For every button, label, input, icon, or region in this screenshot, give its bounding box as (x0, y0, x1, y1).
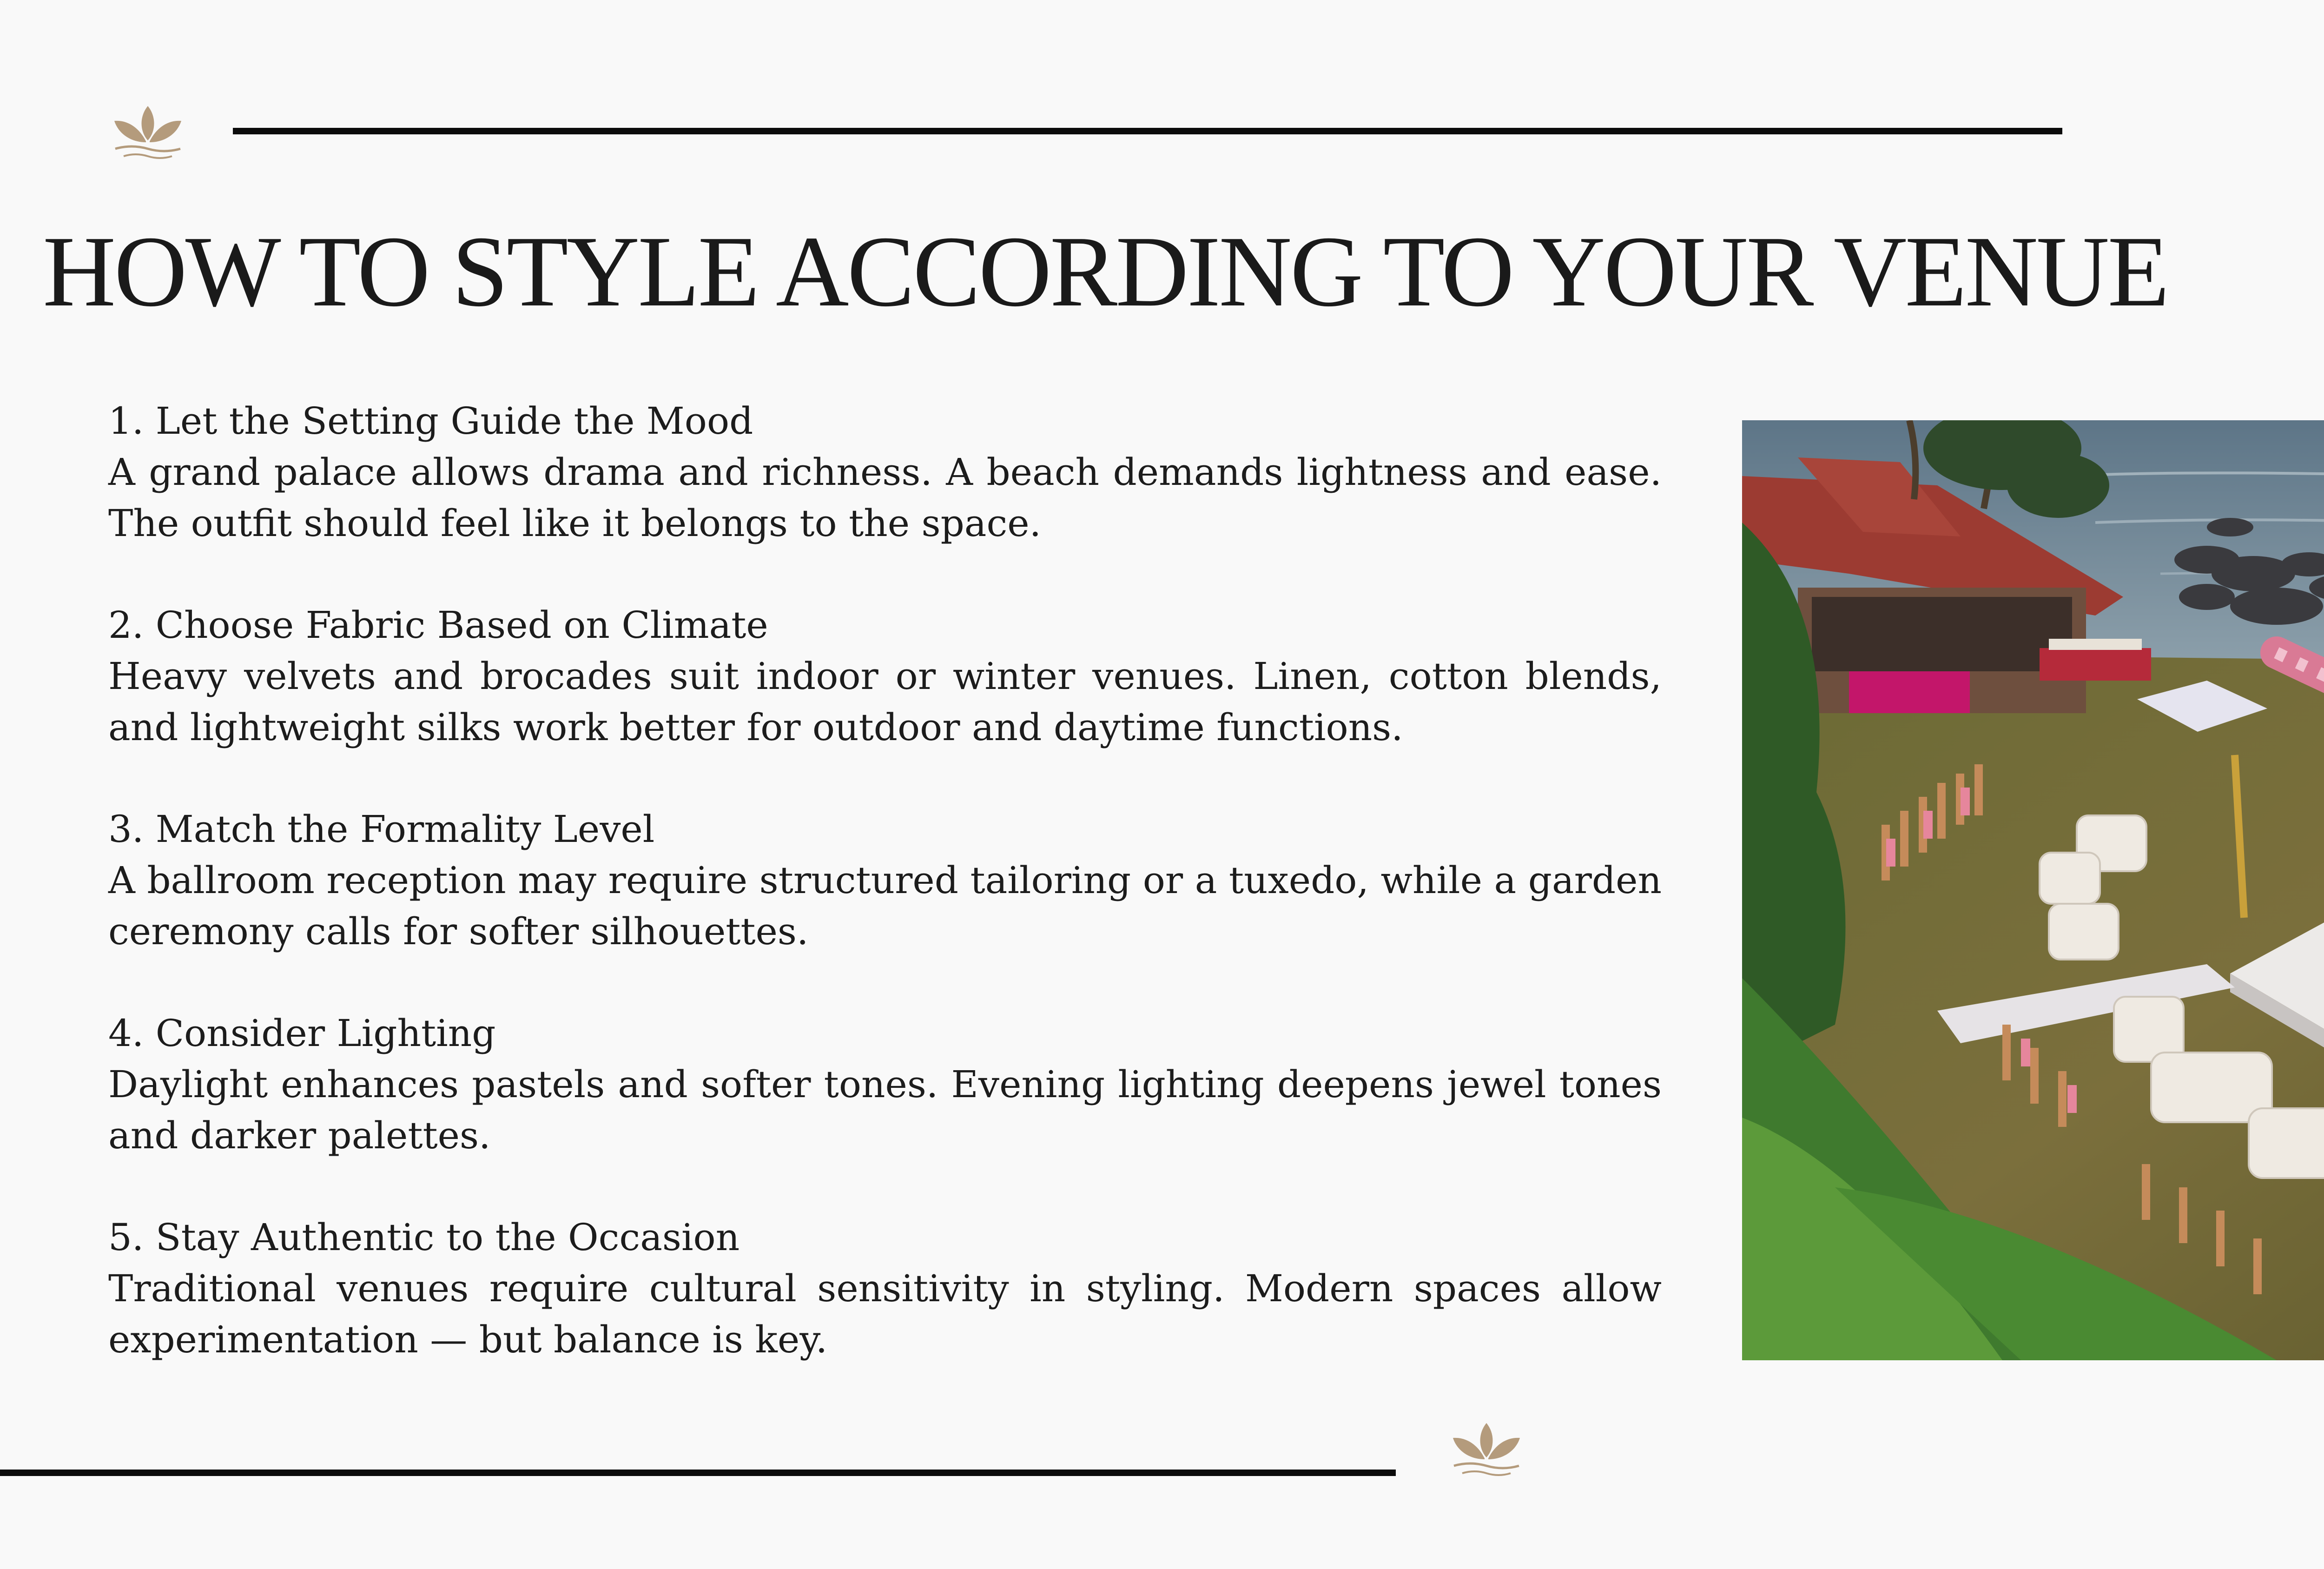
tip-body: Traditional venues require cultural sensitivity in styling. Modern spaces allow experimentation — but balance is key. (108, 1267, 1662, 1361)
tip-heading: 1. Let the Setting Guide the Mood (108, 399, 753, 443)
venue-photo (1742, 420, 2324, 1360)
tip-section (108, 396, 1662, 549)
tip-section (108, 600, 1662, 753)
tip-section (108, 804, 1662, 957)
tip-section (108, 1212, 1662, 1365)
page-title: HOW TO STYLE ACCORDING TO YOUR VENUE (43, 216, 2168, 328)
tip-body: A ballroom reception may require structured tailoring or a tuxedo, while a garden ceremony calls for softer silhouettes. (108, 859, 1662, 953)
bottom-lotus-icon (1445, 1419, 1528, 1480)
tip-body: Heavy velvets and brocades suit indoor or winter venues. Linen, cotton blends, and lightweight silks work better for outdoor and daytime functions. (108, 655, 1662, 749)
tip-body: Daylight enhances pastels and softer tones. Evening lighting deepens jewel tones and darker palettes. (108, 1063, 1662, 1157)
tip-body: A grand palace allows drama and richness. A beach demands lightness and ease. The outfit should feel like it belongs to the space. (108, 450, 1662, 545)
tip-section (108, 1008, 1662, 1161)
tip-heading: 2. Choose Fabric Based on Climate (108, 603, 768, 647)
top-divider-line (233, 128, 2062, 134)
tips-list (108, 396, 1662, 1416)
bottom-divider-line (0, 1470, 1396, 1476)
tip-heading: 3. Match the Formality Level (108, 808, 655, 851)
tip-heading: 4. Consider Lighting (108, 1012, 496, 1055)
tip-heading: 5. Stay Authentic to the Occasion (108, 1216, 740, 1259)
top-lotus-icon (106, 102, 190, 163)
